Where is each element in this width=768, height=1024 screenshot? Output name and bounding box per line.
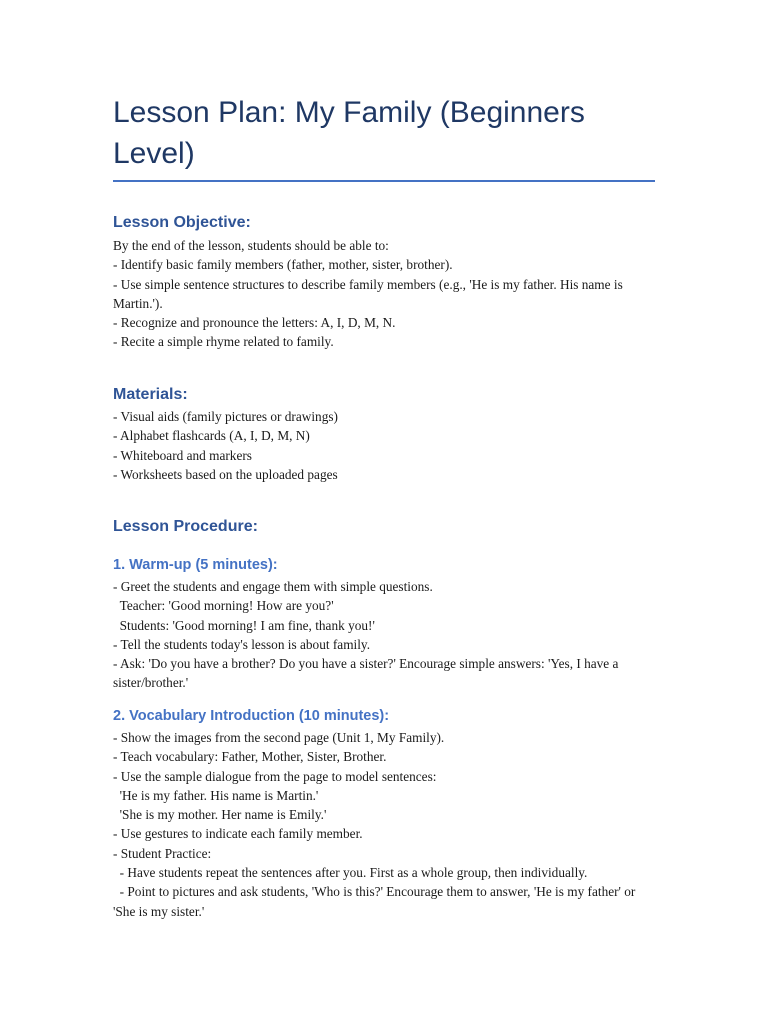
vocabulary-list bbox=[113, 728, 658, 921]
vocabulary-line: - Teach vocabulary: Father, Mother, Sister, Brother. bbox=[113, 749, 387, 765]
section-materials bbox=[113, 385, 658, 484]
section-warmup bbox=[113, 555, 658, 693]
materials-line: - Whiteboard and markers bbox=[113, 447, 252, 463]
warmup-line: - Greet the students and engage them with simple questions. bbox=[113, 579, 433, 594]
warmup-list bbox=[113, 577, 658, 693]
document-title: Lesson Plan: My Family (Beginners Level) bbox=[113, 96, 585, 170]
title-underline bbox=[113, 180, 655, 182]
heading-materials: Materials: bbox=[113, 386, 188, 403]
vocabulary-line: - Student Practice: bbox=[113, 845, 212, 861]
heading-lesson-procedure: Lesson Procedure: bbox=[113, 518, 258, 535]
vocabulary-line: - Show the images from the second page (Unit 1, My Family). bbox=[113, 730, 445, 745]
vocabulary-line: - Use gestures to indicate each family member. bbox=[113, 826, 363, 842]
vocabulary-line: 'He is my father. His name is Martin.' bbox=[113, 787, 319, 803]
vocabulary-line: - Use the sample dialogue from the page to model sentences: bbox=[113, 768, 437, 784]
section-lesson-objective bbox=[113, 213, 658, 352]
heading-warmup: 1. Warm-up (5 minutes): bbox=[113, 557, 278, 573]
vocabulary-line: 'She is my mother. Her name is Emily.' bbox=[113, 807, 327, 823]
section-vocabulary bbox=[113, 706, 658, 921]
objective-list bbox=[113, 236, 658, 352]
materials-line: - Worksheets based on the uploaded pages bbox=[113, 466, 338, 482]
warmup-line: Students: 'Good morning! I am fine, thank you!' bbox=[113, 617, 375, 633]
objective-line: - Identify basic family members (father, mother, sister, brother). bbox=[113, 257, 453, 273]
objective-line: By the end of the lesson, students should be able to: bbox=[113, 238, 389, 253]
warmup-line: Teacher: 'Good morning! How are you?' bbox=[113, 598, 334, 614]
objective-line: - Recognize and pronounce the letters: A, I, D, M, N. bbox=[113, 315, 396, 331]
heading-lesson-objective: Lesson Objective: bbox=[113, 214, 251, 231]
vocabulary-line: - Point to pictures and ask students, 'Who is this?' Encourage them to answer, 'He is my father' or 'She is my sister.' bbox=[113, 884, 639, 919]
warmup-line: - Tell the students today's lesson is about family. bbox=[113, 636, 371, 652]
warmup-line: - Ask: 'Do you have a brother? Do you have a sister?' Encourage simple answers: 'Yes, I have a sister/brother.' bbox=[113, 656, 622, 691]
heading-vocabulary: 2. Vocabulary Introduction (10 minutes): bbox=[113, 708, 390, 724]
materials-line: - Alphabet flashcards (A, I, D, M, N) bbox=[113, 428, 310, 444]
vocabulary-line: - Have students repeat the sentences after you. First as a whole group, then individually. bbox=[113, 865, 588, 881]
objective-line: - Use simple sentence structures to describe family members (e.g., 'He is my father. His name is Martin.'). bbox=[113, 276, 627, 311]
materials-line: - Visual aids (family pictures or drawings) bbox=[113, 409, 338, 424]
section-lesson-procedure bbox=[113, 517, 658, 537]
objective-line: - Recite a simple rhyme related to family. bbox=[113, 334, 334, 350]
materials-list bbox=[113, 407, 658, 484]
